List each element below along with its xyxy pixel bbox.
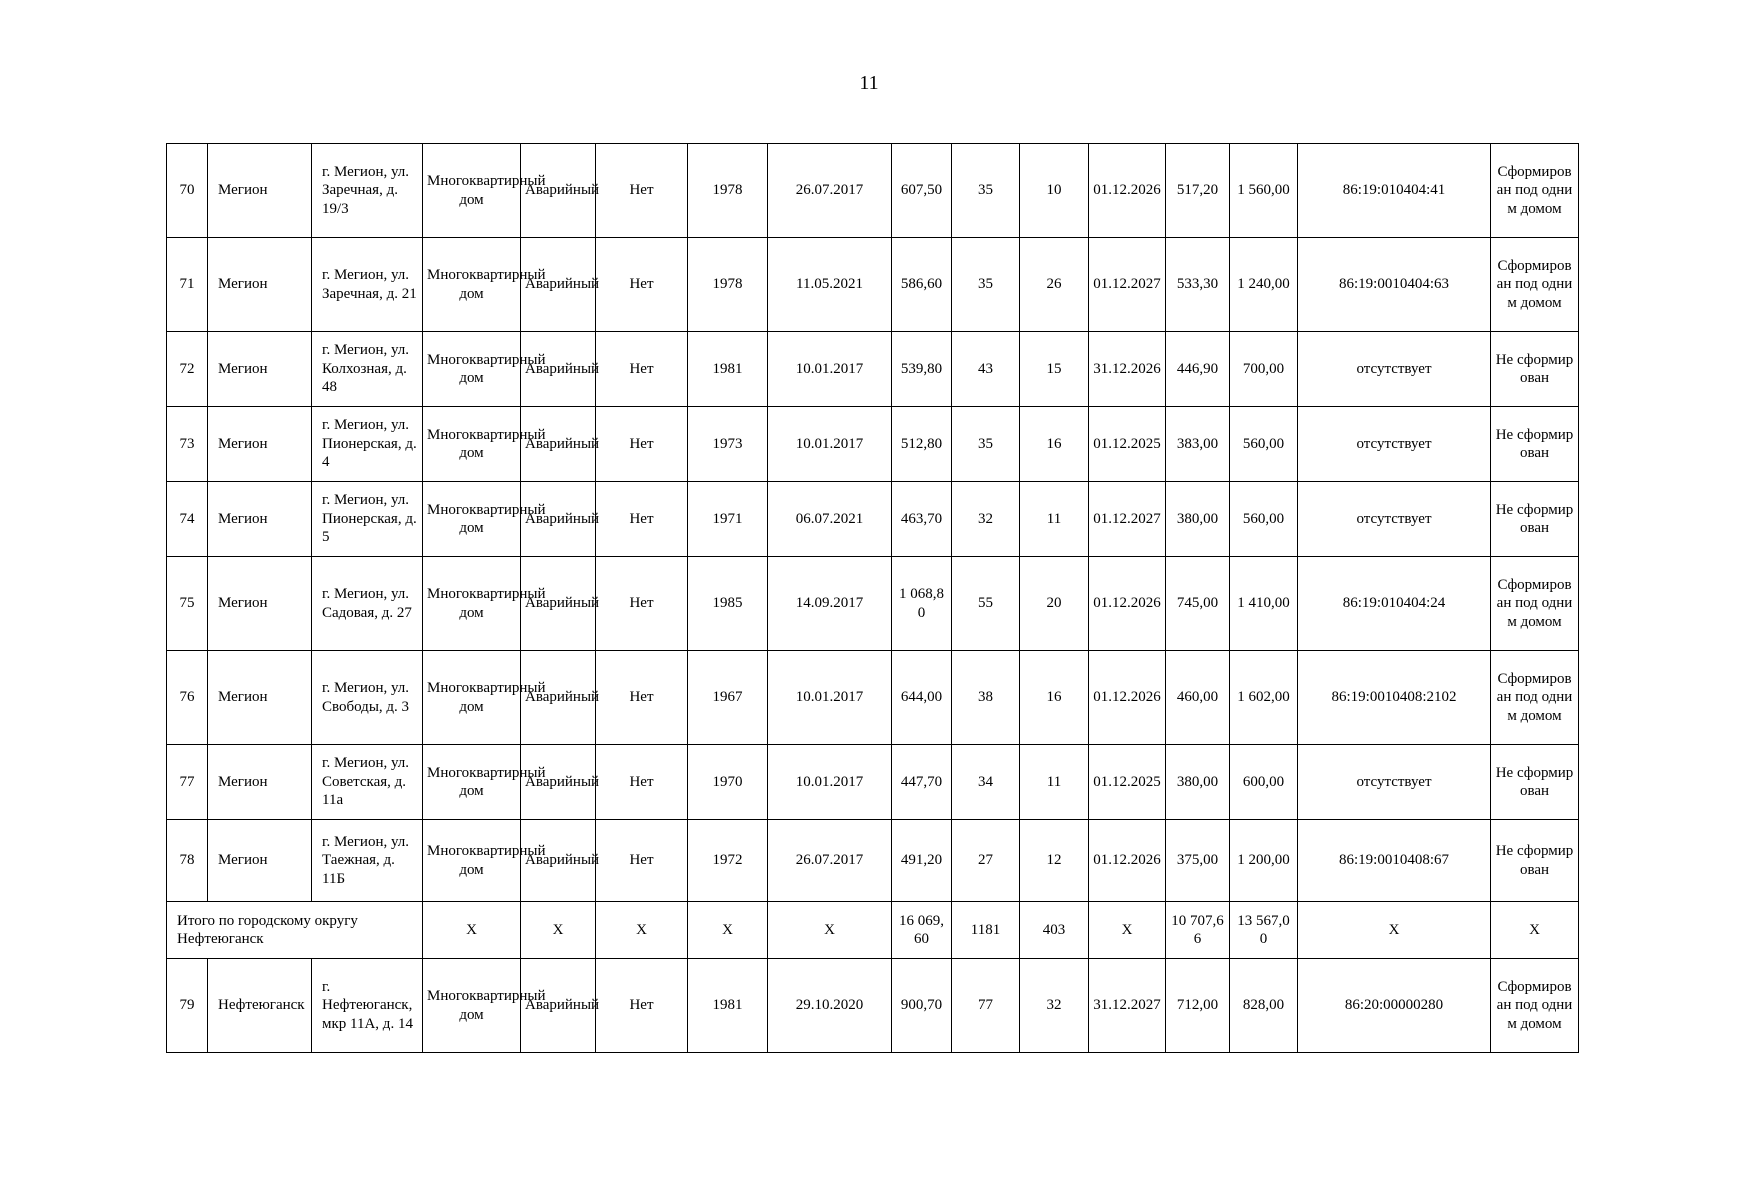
flag-cell: Нет: [596, 332, 688, 407]
flag-cell: Нет: [596, 820, 688, 902]
building-type-cell: Многоквартирный дом: [423, 557, 521, 651]
living-area-cell: 517,20: [1166, 144, 1230, 238]
address-cell: г. Мегион, ул. Заречная, д. 19/3: [312, 144, 423, 238]
recognition-date-cell: 26.07.2017: [768, 820, 892, 902]
table-row: [167, 820, 1579, 902]
premises-count-cell: 15: [1020, 332, 1089, 407]
land-status-cell: Не сформирован: [1491, 482, 1579, 557]
summary-c7-cell: Х: [688, 902, 768, 959]
flag-cell: Нет: [596, 144, 688, 238]
resettlement-deadline-cell: 31.12.2026: [1089, 332, 1166, 407]
total-area-cell: 607,50: [892, 144, 952, 238]
summary-residents-cell: 1181: [952, 902, 1020, 959]
flag-cell: Нет: [596, 407, 688, 482]
residents-count-cell: 43: [952, 332, 1020, 407]
building-type-cell: Многоквартирный дом: [423, 238, 521, 332]
recognition-date-cell: 10.01.2017: [768, 332, 892, 407]
building-type-cell: Многоквартирный дом: [423, 959, 521, 1053]
land-area-cell: 1 410,00: [1230, 557, 1298, 651]
land-status-cell: Не сформирован: [1491, 820, 1579, 902]
address-cell: г. Мегион, ул. Садовая, д. 27: [312, 557, 423, 651]
recognition-date-cell: 29.10.2020: [768, 959, 892, 1053]
building-type-cell: Многоквартирный дом: [423, 820, 521, 902]
row-number-cell: 70: [167, 144, 208, 238]
emergency-housing-table: [166, 143, 1579, 1053]
condition-cell: Аварийный: [521, 651, 596, 745]
table-row: [167, 332, 1579, 407]
land-area-cell: 560,00: [1230, 482, 1298, 557]
living-area-cell: 460,00: [1166, 651, 1230, 745]
address-cell: г. Мегион, ул. Колхозная, д. 48: [312, 332, 423, 407]
table-row: [167, 407, 1579, 482]
premises-count-cell: 32: [1020, 959, 1089, 1053]
table-row: [167, 745, 1579, 820]
condition-cell: Аварийный: [521, 959, 596, 1053]
settlement-name-cell: Нефтеюганск: [208, 959, 312, 1053]
resettlement-deadline-cell: 01.12.2025: [1089, 407, 1166, 482]
premises-count-cell: 16: [1020, 407, 1089, 482]
condition-cell: Аварийный: [521, 332, 596, 407]
cadastral-number-cell: 86:19:0010408:67: [1298, 820, 1491, 902]
condition-cell: Аварийный: [521, 407, 596, 482]
living-area-cell: 375,00: [1166, 820, 1230, 902]
cadastral-number-cell: 86:19:010404:41: [1298, 144, 1491, 238]
flag-cell: Нет: [596, 745, 688, 820]
table-row: [167, 482, 1579, 557]
condition-cell: Аварийный: [521, 238, 596, 332]
premises-count-cell: 26: [1020, 238, 1089, 332]
build-year-cell: 1978: [688, 144, 768, 238]
build-year-cell: 1978: [688, 238, 768, 332]
row-number-cell: 71: [167, 238, 208, 332]
cadastral-number-cell: 86:19:0010404:63: [1298, 238, 1491, 332]
condition-cell: Аварийный: [521, 144, 596, 238]
cadastral-number-cell: 86:20:00000280: [1298, 959, 1491, 1053]
row-number-cell: 73: [167, 407, 208, 482]
cadastral-number-cell: 86:19:010404:24: [1298, 557, 1491, 651]
living-area-cell: 533,30: [1166, 238, 1230, 332]
premises-count-cell: 11: [1020, 482, 1089, 557]
total-area-cell: 644,00: [892, 651, 952, 745]
summary-land-status-cell: Х: [1491, 902, 1579, 959]
recognition-date-cell: 10.01.2017: [768, 651, 892, 745]
premises-count-cell: 20: [1020, 557, 1089, 651]
summary-area-cell: 16 069,60: [892, 902, 952, 959]
recognition-date-cell: 10.01.2017: [768, 407, 892, 482]
table-row: [167, 144, 1579, 238]
land-status-cell: Не сформирован: [1491, 332, 1579, 407]
build-year-cell: 1985: [688, 557, 768, 651]
summary-living-area-cell: 10 707,66: [1166, 902, 1230, 959]
premises-count-cell: 16: [1020, 651, 1089, 745]
residents-count-cell: 34: [952, 745, 1020, 820]
build-year-cell: 1981: [688, 332, 768, 407]
land-area-cell: 828,00: [1230, 959, 1298, 1053]
land-area-cell: 1 560,00: [1230, 144, 1298, 238]
flag-cell: Нет: [596, 238, 688, 332]
resettlement-deadline-cell: 01.12.2026: [1089, 820, 1166, 902]
row-number-cell: 76: [167, 651, 208, 745]
total-area-cell: 539,80: [892, 332, 952, 407]
summary-label: Итого по городскому округу Нефтеюганск: [167, 902, 423, 959]
land-status-cell: Сформирован под одним домом: [1491, 959, 1579, 1053]
settlement-name-cell: Мегион: [208, 651, 312, 745]
flag-cell: Нет: [596, 557, 688, 651]
row-number-cell: 75: [167, 557, 208, 651]
cadastral-number-cell: отсутствует: [1298, 745, 1491, 820]
living-area-cell: 745,00: [1166, 557, 1230, 651]
summary-premises-cell: 403: [1020, 902, 1089, 959]
land-status-cell: Сформирован под одним домом: [1491, 651, 1579, 745]
resettlement-deadline-cell: 01.12.2026: [1089, 557, 1166, 651]
building-type-cell: Многоквартирный дом: [423, 745, 521, 820]
recognition-date-cell: 14.09.2017: [768, 557, 892, 651]
address-cell: г. Мегион, ул. Пионерская, д. 4: [312, 407, 423, 482]
table-row: [167, 238, 1579, 332]
residents-count-cell: 77: [952, 959, 1020, 1053]
row-number-cell: 74: [167, 482, 208, 557]
residents-count-cell: 27: [952, 820, 1020, 902]
condition-cell: Аварийный: [521, 482, 596, 557]
building-type-cell: Многоквартирный дом: [423, 407, 521, 482]
land-status-cell: Сформирован под одним домом: [1491, 144, 1579, 238]
page-number: 11: [859, 72, 879, 94]
address-cell: г. Мегион, ул. Пионерская, д. 5: [312, 482, 423, 557]
total-area-cell: 586,60: [892, 238, 952, 332]
recognition-date-cell: 10.01.2017: [768, 745, 892, 820]
residents-count-cell: 35: [952, 144, 1020, 238]
building-type-cell: Многоквартирный дом: [423, 651, 521, 745]
address-cell: г. Мегион, ул. Заречная, д. 21: [312, 238, 423, 332]
land-area-cell: 1 602,00: [1230, 651, 1298, 745]
residents-count-cell: 32: [952, 482, 1020, 557]
land-area-cell: 700,00: [1230, 332, 1298, 407]
table-row: [167, 959, 1579, 1053]
table-row: [167, 557, 1579, 651]
living-area-cell: 383,00: [1166, 407, 1230, 482]
land-status-cell: Сформирован под одним домом: [1491, 238, 1579, 332]
living-area-cell: 712,00: [1166, 959, 1230, 1053]
settlement-name-cell: Мегион: [208, 820, 312, 902]
flag-cell: Нет: [596, 482, 688, 557]
build-year-cell: 1971: [688, 482, 768, 557]
build-year-cell: 1973: [688, 407, 768, 482]
flag-cell: Нет: [596, 651, 688, 745]
settlement-name-cell: Мегион: [208, 144, 312, 238]
recognition-date-cell: 06.07.2021: [768, 482, 892, 557]
residents-count-cell: 35: [952, 238, 1020, 332]
living-area-cell: 380,00: [1166, 482, 1230, 557]
summary-c4-cell: Х: [423, 902, 521, 959]
summary-c5-cell: Х: [521, 902, 596, 959]
land-area-cell: 1 240,00: [1230, 238, 1298, 332]
total-area-cell: 900,70: [892, 959, 952, 1053]
total-area-cell: 512,80: [892, 407, 952, 482]
build-year-cell: 1981: [688, 959, 768, 1053]
build-year-cell: 1970: [688, 745, 768, 820]
land-area-cell: 560,00: [1230, 407, 1298, 482]
living-area-cell: 446,90: [1166, 332, 1230, 407]
resettlement-deadline-cell: 01.12.2026: [1089, 144, 1166, 238]
settlement-name-cell: Мегион: [208, 407, 312, 482]
cadastral-number-cell: отсутствует: [1298, 482, 1491, 557]
summary-land-area-cell: 13 567,00: [1230, 902, 1298, 959]
recognition-date-cell: 11.05.2021: [768, 238, 892, 332]
row-number-cell: 77: [167, 745, 208, 820]
flag-cell: Нет: [596, 959, 688, 1053]
row-number-cell: 72: [167, 332, 208, 407]
living-area-cell: 380,00: [1166, 745, 1230, 820]
resettlement-deadline-cell: 01.12.2027: [1089, 482, 1166, 557]
address-cell: г. Мегион, ул. Советская, д. 11а: [312, 745, 423, 820]
total-area-cell: 491,20: [892, 820, 952, 902]
address-cell: г. Мегион, ул. Свободы, д. 3: [312, 651, 423, 745]
resettlement-deadline-cell: 01.12.2027: [1089, 238, 1166, 332]
table-row: [167, 651, 1579, 745]
land-status-cell: Сформирован под одним домом: [1491, 557, 1579, 651]
building-type-cell: Многоквартирный дом: [423, 332, 521, 407]
total-area-cell: 447,70: [892, 745, 952, 820]
summary-c8-cell: Х: [768, 902, 892, 959]
summary-row: [167, 902, 1579, 959]
residents-count-cell: 55: [952, 557, 1020, 651]
resettlement-deadline-cell: 01.12.2025: [1089, 745, 1166, 820]
settlement-name-cell: Мегион: [208, 745, 312, 820]
settlement-name-cell: Мегион: [208, 557, 312, 651]
residents-count-cell: 38: [952, 651, 1020, 745]
summary-c6-cell: Х: [596, 902, 688, 959]
total-area-cell: 463,70: [892, 482, 952, 557]
total-area-cell: 1 068,80: [892, 557, 952, 651]
summary-cadastral-cell: Х: [1298, 902, 1491, 959]
resettlement-deadline-cell: 31.12.2027: [1089, 959, 1166, 1053]
land-status-cell: Не сформирован: [1491, 407, 1579, 482]
address-cell: г. Нефтеюганск, мкр 11А, д. 14: [312, 959, 423, 1053]
summary-deadline-cell: Х: [1089, 902, 1166, 959]
row-number-cell: 79: [167, 959, 208, 1053]
address-cell: г. Мегион, ул. Таежная, д. 11Б: [312, 820, 423, 902]
settlement-name-cell: Мегион: [208, 332, 312, 407]
cadastral-number-cell: 86:19:0010408:2102: [1298, 651, 1491, 745]
cadastral-number-cell: отсутствует: [1298, 332, 1491, 407]
row-number-cell: 78: [167, 820, 208, 902]
condition-cell: Аварийный: [521, 557, 596, 651]
building-type-cell: Многоквартирный дом: [423, 482, 521, 557]
premises-count-cell: 11: [1020, 745, 1089, 820]
condition-cell: Аварийный: [521, 745, 596, 820]
recognition-date-cell: 26.07.2017: [768, 144, 892, 238]
land-area-cell: 600,00: [1230, 745, 1298, 820]
cadastral-number-cell: отсутствует: [1298, 407, 1491, 482]
table-body: [167, 144, 1579, 1053]
land-area-cell: 1 200,00: [1230, 820, 1298, 902]
settlement-name-cell: Мегион: [208, 238, 312, 332]
premises-count-cell: 10: [1020, 144, 1089, 238]
build-year-cell: 1967: [688, 651, 768, 745]
premises-count-cell: 12: [1020, 820, 1089, 902]
build-year-cell: 1972: [688, 820, 768, 902]
resettlement-deadline-cell: 01.12.2026: [1089, 651, 1166, 745]
residents-count-cell: 35: [952, 407, 1020, 482]
land-status-cell: Не сформирован: [1491, 745, 1579, 820]
condition-cell: Аварийный: [521, 820, 596, 902]
building-type-cell: Многоквартирный дом: [423, 144, 521, 238]
settlement-name-cell: Мегион: [208, 482, 312, 557]
